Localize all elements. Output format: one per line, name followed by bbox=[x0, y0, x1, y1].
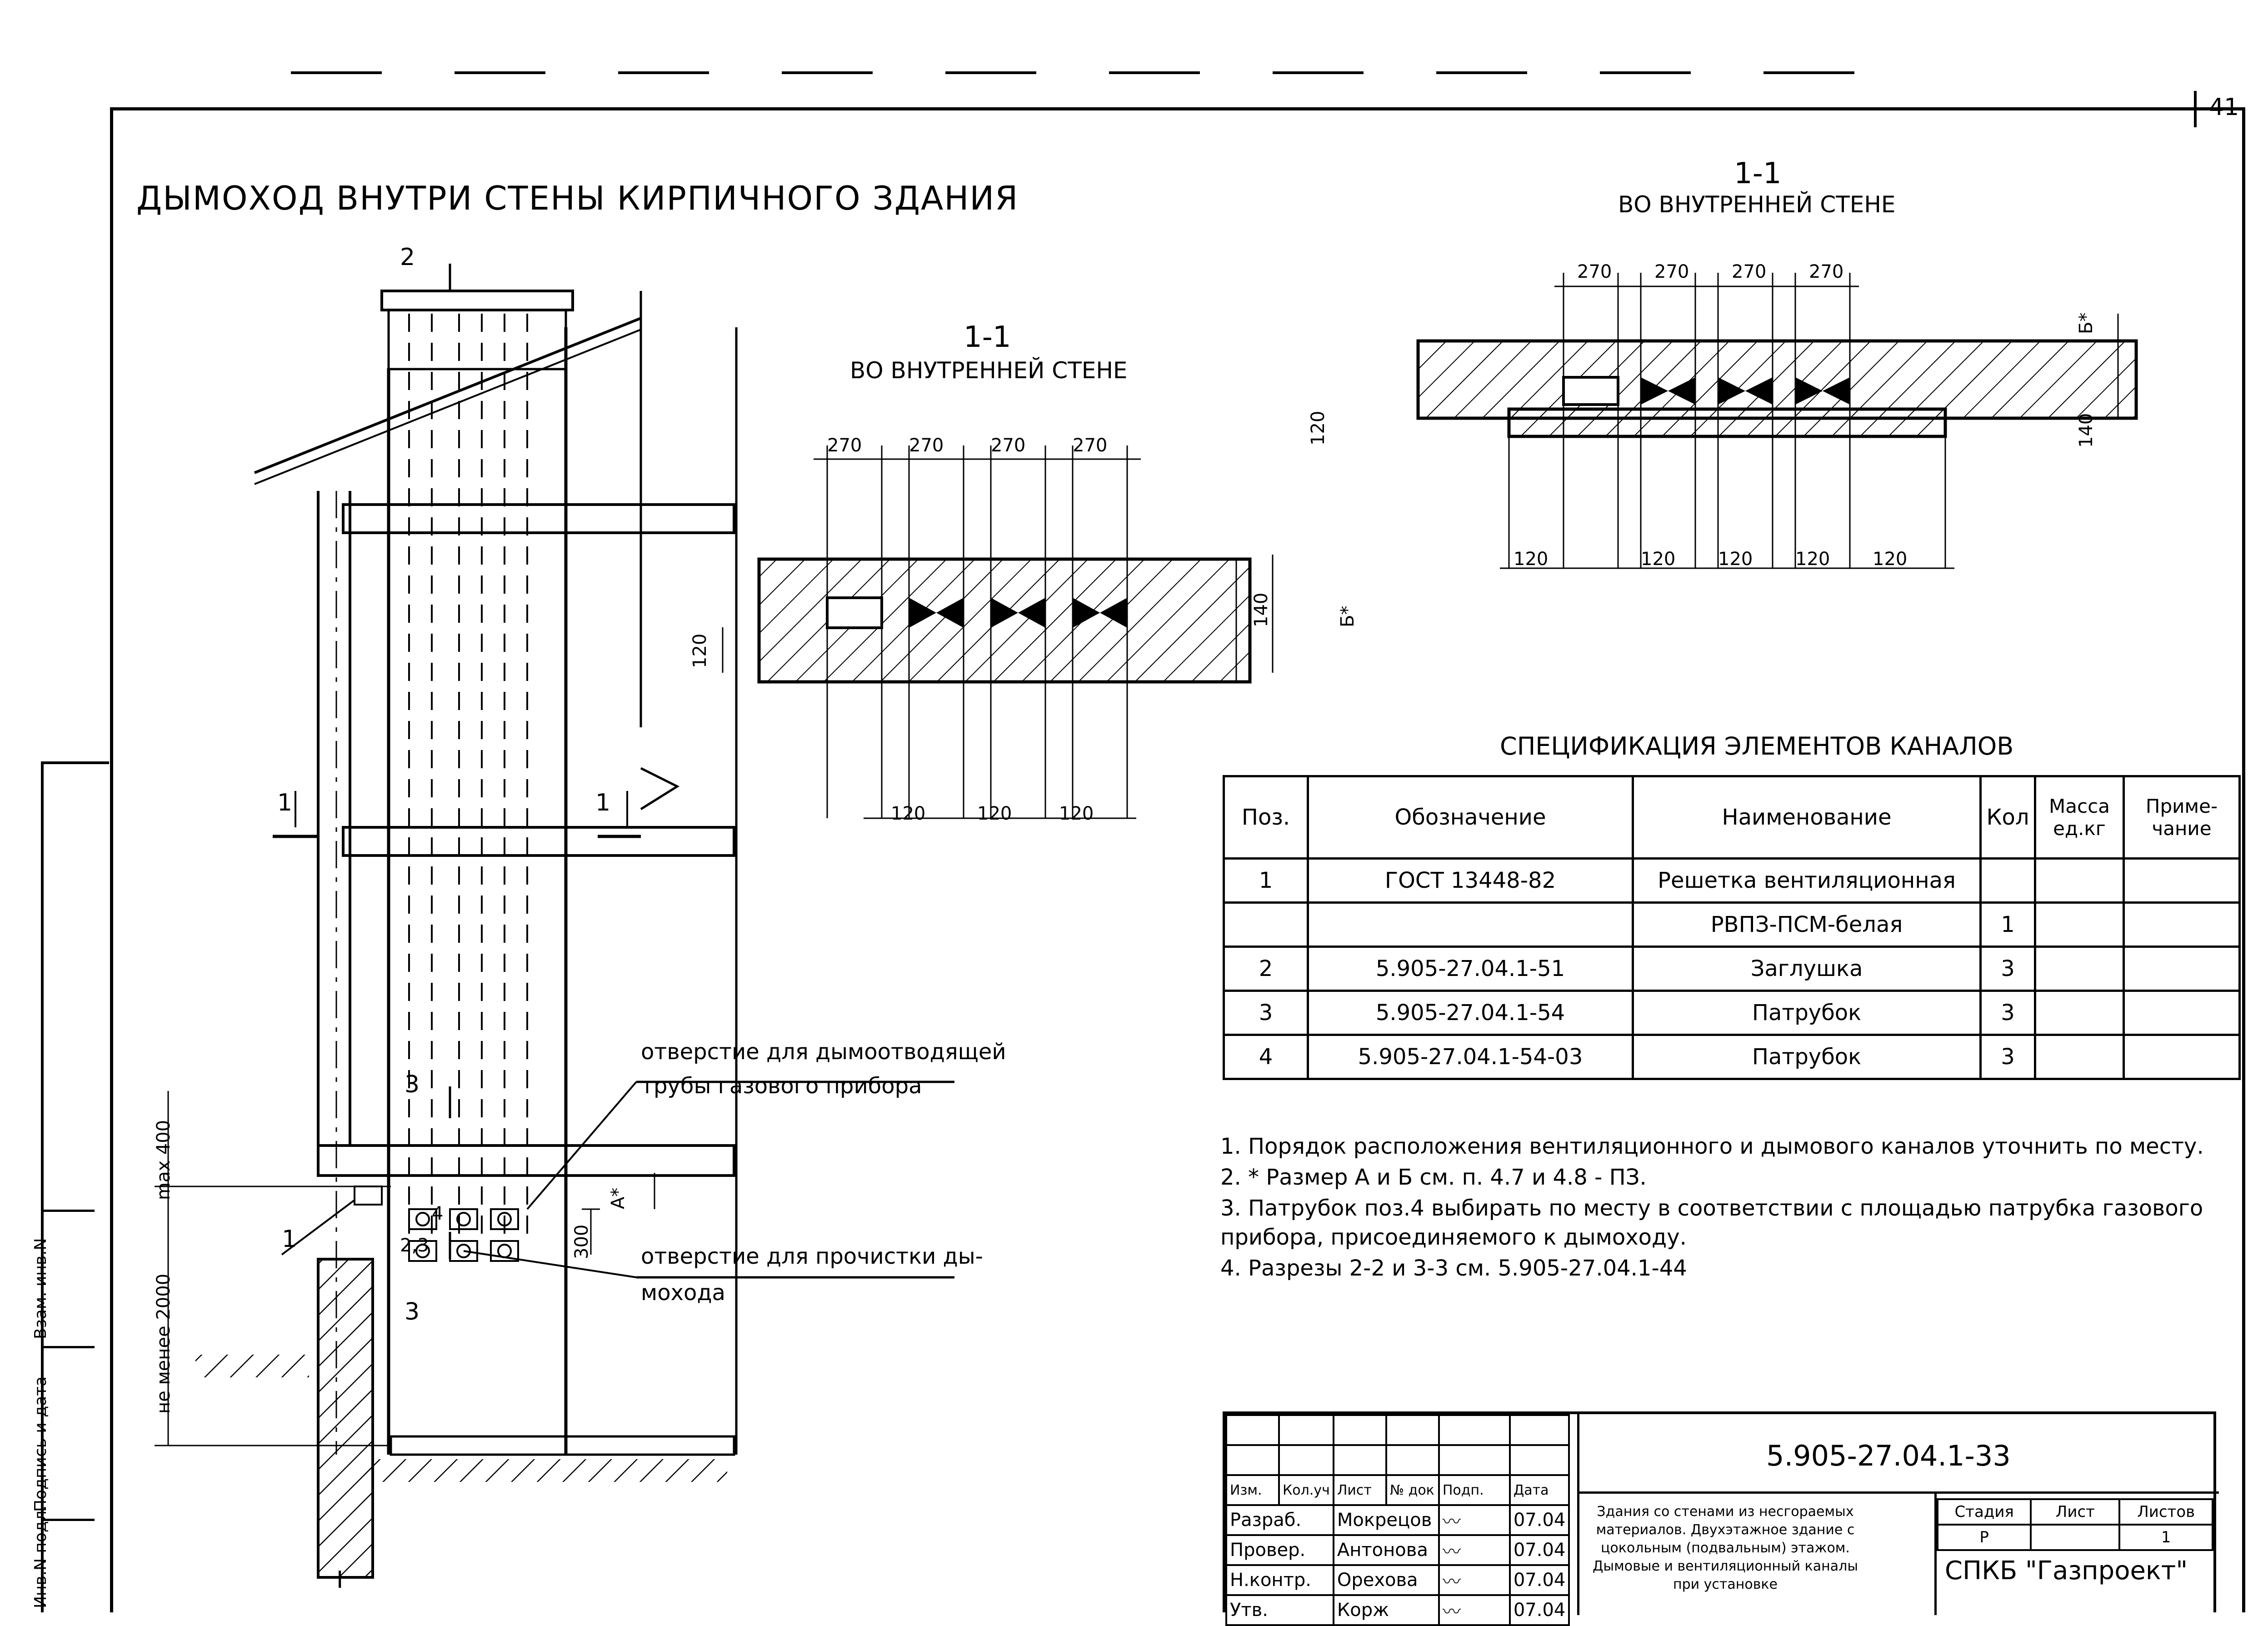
stage-value: Р bbox=[1938, 1525, 2031, 1550]
stamp-col-doc: № док bbox=[1386, 1475, 1439, 1505]
spec-cell bbox=[2124, 903, 2240, 947]
marker-2: 2 bbox=[400, 244, 415, 271]
section-right-sublabel: ВО ВНУТРЕННЕЙ СТЕНЕ bbox=[1618, 191, 1896, 218]
section-right-dim-270-3: 270 bbox=[1732, 261, 1767, 282]
note-2: 2. * Размер А и Б см. п. 4.7 и 4.8 - ПЗ. bbox=[1220, 1165, 1647, 1190]
spec-cell bbox=[2035, 903, 2124, 947]
roof-line-2 bbox=[255, 330, 641, 484]
table-row bbox=[1224, 859, 2240, 903]
section-left-dim-140: 140 bbox=[1251, 592, 1272, 627]
sheet-number: 41 bbox=[2209, 94, 2239, 121]
spec-header-mass: Масса ед.кг bbox=[2035, 776, 2124, 859]
stamp-col-list: Лист bbox=[1334, 1475, 1386, 1505]
note-3: 3. Патрубок поз.4 выбирать по месту в соответствии с площадью патрубка газового прибора, присоединяемого к дымоходу. bbox=[1220, 1196, 2203, 1250]
marker-1-foot: I bbox=[336, 1566, 344, 1594]
spec-title: СПЕЦИФИКАЦИЯ ЭЛЕМЕНТОВ КАНАЛОВ bbox=[1500, 732, 2014, 760]
marker-1-right: 1 bbox=[595, 789, 611, 816]
note-4: 4. Разрезы 2-2 и 3-3 см. 5.905-27.04.1-44 bbox=[1220, 1256, 1687, 1281]
sheet-value bbox=[2031, 1525, 2119, 1550]
table-row bbox=[1224, 991, 2240, 1035]
spec-cell: 5.905-27.04.1-51 bbox=[1308, 947, 1633, 991]
stamp-col-izm: Изм. bbox=[1226, 1475, 1279, 1505]
table-row bbox=[1224, 903, 2240, 947]
note-1: 1. Порядок расположения вентиляционного и дымового каналов уточнить по месту. bbox=[1220, 1134, 2204, 1159]
spec-cell: РВПЗ-ПСМ-белая bbox=[1633, 903, 1981, 947]
section-right-dim-120-1: 120 bbox=[1514, 549, 1549, 570]
document-title: Здания со стенами из несгораемых материалов. Двухэтажное здание с цокольным (подвальным) этажом. Дымовые и вентиляционный каналы при установке bbox=[1592, 1504, 1858, 1592]
signature: 〰 bbox=[1439, 1595, 1510, 1625]
stamp-date: 07.04 bbox=[1510, 1565, 1569, 1595]
side-label-inventory: Инв.N подл. bbox=[31, 1505, 50, 1608]
section-left-dim-270-3: 270 bbox=[991, 435, 1026, 456]
spec-cell bbox=[1224, 903, 1308, 947]
spec-cell: 5.905-27.04.1-54 bbox=[1308, 991, 1633, 1035]
spec-cell: 3 bbox=[1981, 991, 2035, 1035]
slab-middle bbox=[343, 827, 734, 856]
spec-cell: ГОСТ 13448-82 bbox=[1308, 859, 1633, 903]
callout-smoke-line-2: трубы газового прибора bbox=[641, 1073, 922, 1099]
marker-1-left: 1 bbox=[277, 789, 293, 816]
spec-cell: 1 bbox=[1224, 859, 1308, 903]
signature: 〰 bbox=[1439, 1565, 1510, 1595]
spec-cell bbox=[2035, 991, 2124, 1035]
sheet-header: Лист bbox=[2031, 1499, 2119, 1525]
marker-1-bottom: 1 bbox=[282, 1226, 297, 1253]
page-title: ДЫМОХОД ВНУТРИ СТЕНЫ КИРПИЧНОГО ЗДАНИЯ bbox=[136, 179, 1019, 217]
marker-3-top: 3 bbox=[405, 1071, 420, 1098]
spec-cell: Решетка вентиляционная bbox=[1633, 859, 1981, 903]
spec-header-pos: Поз. bbox=[1224, 776, 1308, 859]
table-row bbox=[1224, 947, 2240, 991]
spec-cell bbox=[2124, 991, 2240, 1035]
section-left-dim-120: 120 bbox=[689, 633, 710, 668]
position-4: 4 bbox=[432, 1203, 444, 1224]
spec-table bbox=[1223, 775, 2241, 1080]
section-right-dim-140: 140 bbox=[2076, 413, 2097, 448]
stamp-date: 07.04 bbox=[1510, 1505, 1569, 1535]
side-cell-inventory bbox=[31, 1505, 95, 1617]
section-left-dim-b: Б* bbox=[1337, 605, 1358, 627]
slab-upper bbox=[343, 505, 734, 533]
organization: СПКБ "Газпроект" bbox=[1944, 1556, 2188, 1586]
spec-cell: 3 bbox=[1224, 991, 1308, 1035]
stamp-role: Разраб. bbox=[1226, 1505, 1334, 1535]
spec-cell: Заглушка bbox=[1633, 947, 1981, 991]
section-right-dim-270-2: 270 bbox=[1654, 261, 1689, 282]
slab-lower bbox=[318, 1146, 734, 1176]
section-left-sublabel: ВО ВНУТРЕННЕЙ СТЕНЕ bbox=[850, 357, 1128, 384]
spec-cell bbox=[2035, 947, 2124, 991]
section-left-dim-270-2: 270 bbox=[909, 435, 944, 456]
stamp-col-sign: Подп. bbox=[1439, 1475, 1510, 1505]
section-right-dim-120-2: 120 bbox=[1641, 549, 1676, 570]
stamp-date: 07.04 bbox=[1510, 1535, 1569, 1565]
spec-cell bbox=[2035, 1035, 2124, 1079]
stamp-role: Н.контр. bbox=[1226, 1565, 1334, 1595]
spec-cell: Патрубок bbox=[1633, 1035, 1981, 1079]
section-right-dim-120-3: 120 bbox=[1718, 549, 1753, 570]
section-right-dim-b: Б* bbox=[2076, 312, 2097, 334]
callout-clean-line-1: отверстие для прочистки ды- bbox=[641, 1244, 983, 1269]
section-right-dim-120-5: 120 bbox=[1873, 549, 1908, 570]
section-left-dim-270-1: 270 bbox=[827, 435, 862, 456]
sheets-value: 1 bbox=[2119, 1525, 2213, 1550]
section-right-plan bbox=[1391, 255, 2163, 591]
side-cell-signature bbox=[31, 1346, 95, 1521]
spec-header-name: Наименование bbox=[1633, 776, 1981, 859]
section-left-dim-270-4: 270 bbox=[1073, 435, 1108, 456]
spec-cell: 1 bbox=[1981, 903, 2035, 947]
spec-cell bbox=[1981, 859, 2035, 903]
section-left-label: 1-1 bbox=[964, 320, 1011, 354]
section-right-dim-270-1: 270 bbox=[1577, 261, 1612, 282]
side-label-replace: Взам. инв.N bbox=[31, 1238, 50, 1339]
section-right-dim-120-4: 120 bbox=[1795, 549, 1830, 570]
spec-cell: 3 bbox=[1981, 1035, 2035, 1079]
spec-cell: 5.905-27.04.1-54-03 bbox=[1308, 1035, 1633, 1079]
chimney-cap bbox=[382, 291, 573, 310]
dim-a: А* bbox=[608, 1187, 629, 1209]
section-right-dim-120: 120 bbox=[1308, 410, 1329, 445]
table-row bbox=[1224, 1035, 2240, 1079]
signature: 〰 bbox=[1439, 1535, 1510, 1565]
marker-3-bottom: 3 bbox=[405, 1298, 420, 1326]
section-left-dim-120-3: 120 bbox=[1059, 803, 1094, 824]
stage-table bbox=[1937, 1498, 2213, 1551]
spec-cell: 2 bbox=[1224, 947, 1308, 991]
position-2-3: 2,3 bbox=[400, 1235, 429, 1256]
document-code: 5.905-27.04.1-33 bbox=[1766, 1439, 2011, 1472]
stamp-person: Корж bbox=[1334, 1595, 1439, 1625]
spec-cell: Патрубок bbox=[1633, 991, 1981, 1035]
slab-bottom bbox=[391, 1436, 734, 1455]
notes bbox=[1220, 1132, 2220, 1285]
stamp-person: Антонова bbox=[1334, 1535, 1439, 1565]
callout-smoke-line-1: отверстие для дымоотводящей bbox=[641, 1039, 1006, 1065]
signature: 〰 bbox=[1439, 1505, 1510, 1535]
stamp-role: Провер. bbox=[1226, 1535, 1334, 1565]
title-block bbox=[1223, 1411, 2216, 1622]
section-right-dim-270-4: 270 bbox=[1809, 261, 1844, 282]
stage-header: Стадия bbox=[1938, 1499, 2031, 1525]
spec-cell bbox=[1308, 903, 1633, 947]
spec-header-row bbox=[1224, 776, 2240, 859]
spec-cell bbox=[2035, 859, 2124, 903]
spec-header-designation: Обозначение bbox=[1308, 776, 1633, 859]
stamp-col-kol: Кол.уч bbox=[1279, 1475, 1334, 1505]
stamp-person: Мокрецов bbox=[1334, 1505, 1439, 1535]
spec-header-qty: Кол bbox=[1981, 776, 2035, 859]
callout-clean-line-2: мохода bbox=[641, 1280, 725, 1306]
dim-min-2000: не менее 2000 bbox=[153, 1273, 174, 1414]
stamp-date: 07.04 bbox=[1510, 1595, 1569, 1625]
stamp-col-date: Дата bbox=[1510, 1475, 1569, 1505]
spec-cell bbox=[2124, 947, 2240, 991]
stamp-signature-table bbox=[1225, 1414, 1570, 1626]
sheets-header: Листов bbox=[2119, 1499, 2213, 1525]
section-left-dim-120-1: 120 bbox=[891, 803, 926, 824]
roof-line bbox=[255, 318, 641, 473]
stamp-role: Утв. bbox=[1226, 1595, 1334, 1625]
dim-max-400: max 400 bbox=[153, 1120, 174, 1200]
spec-cell: 3 bbox=[1981, 947, 2035, 991]
side-cell-replace bbox=[31, 1210, 95, 1348]
spec-header-note: Приме-чание bbox=[2124, 776, 2240, 859]
dim-300: 300 bbox=[571, 1224, 592, 1259]
side-strip bbox=[31, 761, 109, 1612]
section-right-label: 1-1 bbox=[1734, 157, 1782, 190]
spec-cell bbox=[2124, 859, 2240, 903]
stamp-person: Орехова bbox=[1334, 1565, 1439, 1595]
spec-cell bbox=[2124, 1035, 2240, 1079]
section-left-dim-120-2: 120 bbox=[977, 803, 1012, 824]
side-label-signature: Подпись и дата bbox=[31, 1376, 50, 1512]
foundation bbox=[318, 1259, 373, 1577]
spec-cell: 4 bbox=[1224, 1035, 1308, 1079]
